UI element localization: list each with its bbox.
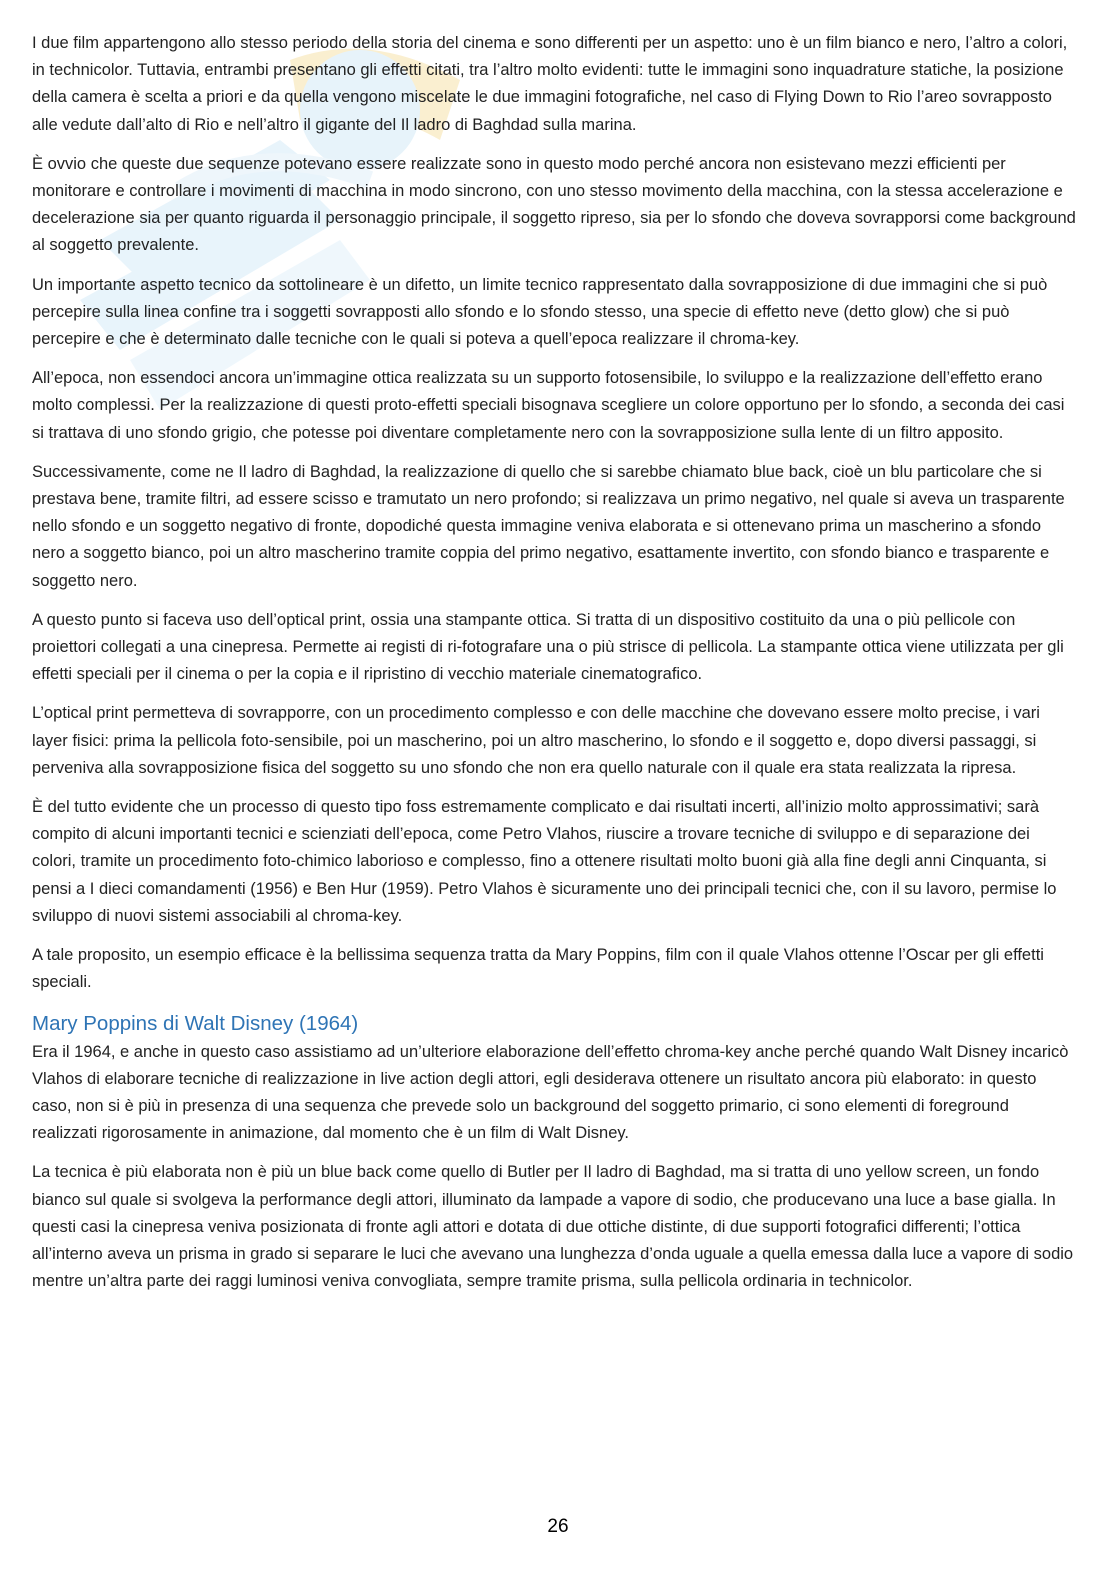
paragraph: Successivamente, come ne Il ladro di Baghdad, la realizzazione di quello che si sarebbe chiamato blue back, cioè un blu particolare che si prestava bene, tramite filtri, ad essere scisso e tramutato un nero profondo; si realizzava un primo negativo, nel quale si aveva un trasparente nello sfondo e un soggetto negativo di fronte, dopodiché questa immagine veniva elaborata e si ottenevano prima un mascherino a sfondo nero a soggetto bianco, poi un altro mascherino tramite coppia del primo negativo, esattamente invertito, con sfondo bianco e trasparente e soggetto nero. (32, 462, 1065, 590)
paragraph: L’optical print permetteva di sovrapporre, con un procedimento complesso e con delle macchine che dovevano essere molto precise, i vari layer fisici: prima la pellicola foto-sensibile, poi un mascherino, poi un altro mascherino, lo sfondo e il soggetto e, dopo diversi passaggi, si perveniva alla sovrapposizione fisica del soggetto su uno sfondo che non era quello naturale con il quale era stata realizzata la ripresa. (32, 704, 1040, 777)
section-paragraph: Era il 1964, e anche in questo caso assistiamo ad un’ulteriore elaborazione dell’effetto chroma-key anche perché quando Walt Disney incaricò Vlahos di elaborare tecniche di realizzazione in live action degli attori, egli desiderava ottenere un risultato ancora più elaborato: in questo caso, non si è più in presenza di una sequenza che prevede solo un background del soggetto primario, ci sono elementi di foreground realizzati rigorosamente in animazione, dal momento che è un film di Walt Disney. (32, 1042, 1069, 1143)
section-heading: Mary Poppins di Walt Disney (1964) (32, 1011, 359, 1035)
paragraph: Un importante aspetto tecnico da sottolineare è un difetto, un limite tecnico rappresentato dalla sovrapposizione di due immagini che si può percepire sulla linea confine tra i soggetti sovrapposti allo sfondo e lo sfondo stesso, una specie di effetto neve (detto glow) che si può percepire e che è determinato dalle tecniche con le quali si poteva a quell’epoca realizzare il chroma-key. (32, 275, 1048, 349)
paragraph: I due film appartengono allo stesso periodo della storia del cinema e sono differenti per un aspetto: uno è un film bianco e nero, l’altro a colori, in technicolor. Tuttavia, entrambi presentano gli effetti citati, tra l’altro molto evidenti: tutte le immagini sono inquadrature statiche, la posizione della camera è scelta a priori e da quella vengono miscelate le due immagini fotografiche, nel caso di Flying Down to Rio l’areo sovrapposto alle vedute dall’alto di Rio e nell’altro il gigante del Il ladro di Baghdad sulla marina. (32, 34, 1068, 134)
paragraph: È ovvio che queste due sequenze potevano essere realizzate sono in questo modo perché ancora non esistevano mezzi efficienti per monitorare e controllare i movimenti di macchina in modo sincrono, con uno stesso movimento della macchina, con la stessa accelerazione e decelerazione sia per quanto riguarda il personaggio principale, il soggetto ripreso, sia per lo sfondo che doveva sovrapporsi come background al soggetto prevalente. (32, 154, 1076, 255)
section-paragraph: La tecnica è più elaborata non è più un blue back come quello di Butler per Il ladro di Baghdad, ma si tratta di uno yellow screen, un fondo bianco sul quale si svolgeva la performance degli attori, illuminato da lampade a vapore di sodio, che producevano una luce a base gialla. In questi casi la cinepresa veniva posizionata di fronte agli attori e dotata di due ottiche distinte, di due supporti fotografici differenti; l’ottica all’interno aveva un prisma in grado si separare le luci che avevano una lunghezza d’onda uguale a quella emessa dalla luce a vapore di sodio mentre un’altra parte dei raggi luminosi veniva convogliata, sempre tramite prisma, sulla pellicola ordinaria in technicolor. (32, 1163, 1074, 1291)
paragraph: A tale proposito, un esempio efficace è la bellissima sequenza tratta da Mary Poppins, film con il quale Vlahos ottenne l’Oscar per gli effetti speciali. (32, 946, 1044, 992)
paragraph: È del tutto evidente che un processo di questo tipo foss estremamente complicato e dai risultati incerti, all’inizio molto approssimativi; sarà compito di alcuni importanti tecnici e scienziati dell’epoca, come Petro Vlahos, riuscire a trovare tecniche di sviluppo e di separazione dei colori, tramite un procedimento foto-chimico laborioso e complesso, fino a ottenere risultati molto buoni già alla fine degli anni Cinquanta, si pensi a I dieci comandamenti (1956) e Ben Hur (1959). Petro Vlahos è sicuramente uno dei principali tecnici che, con il su lavoro, permise lo sviluppo di nuovi sistemi associabili al chroma-key. (32, 798, 1057, 925)
paragraph: A questo punto si faceva uso dell’optical print, ossia una stampante ottica. Si tratta di un dispositivo costituito da una o più pellicole con proiettori collegati a una cinepresa. Permette ai registi di ri-fotografare una o più strisce di pellicola. La stampante ottica viene utilizzata per gli effetti speciali per il cinema o per la copia e il ripristino di vecchio materiale cinematografico. (32, 610, 1064, 684)
paragraph: All’epoca, non essendoci ancora un’immagine ottica realizzata su un supporto fotosensibile, lo sviluppo e la realizzazione dell’effetto erano molto complessi. Per la realizzazione di questi proto-effetti speciali bisognava scegliere un colore opportuno per lo sfondo, a seconda dei casi si trattava di uno sfondo grigio, che potesse poi diventare completamente nero con la sovrapposizione sulla lente di un filtro apposito. (32, 369, 1065, 442)
page-number: 26 (547, 1516, 569, 1537)
document-body (32, 30, 1078, 1307)
